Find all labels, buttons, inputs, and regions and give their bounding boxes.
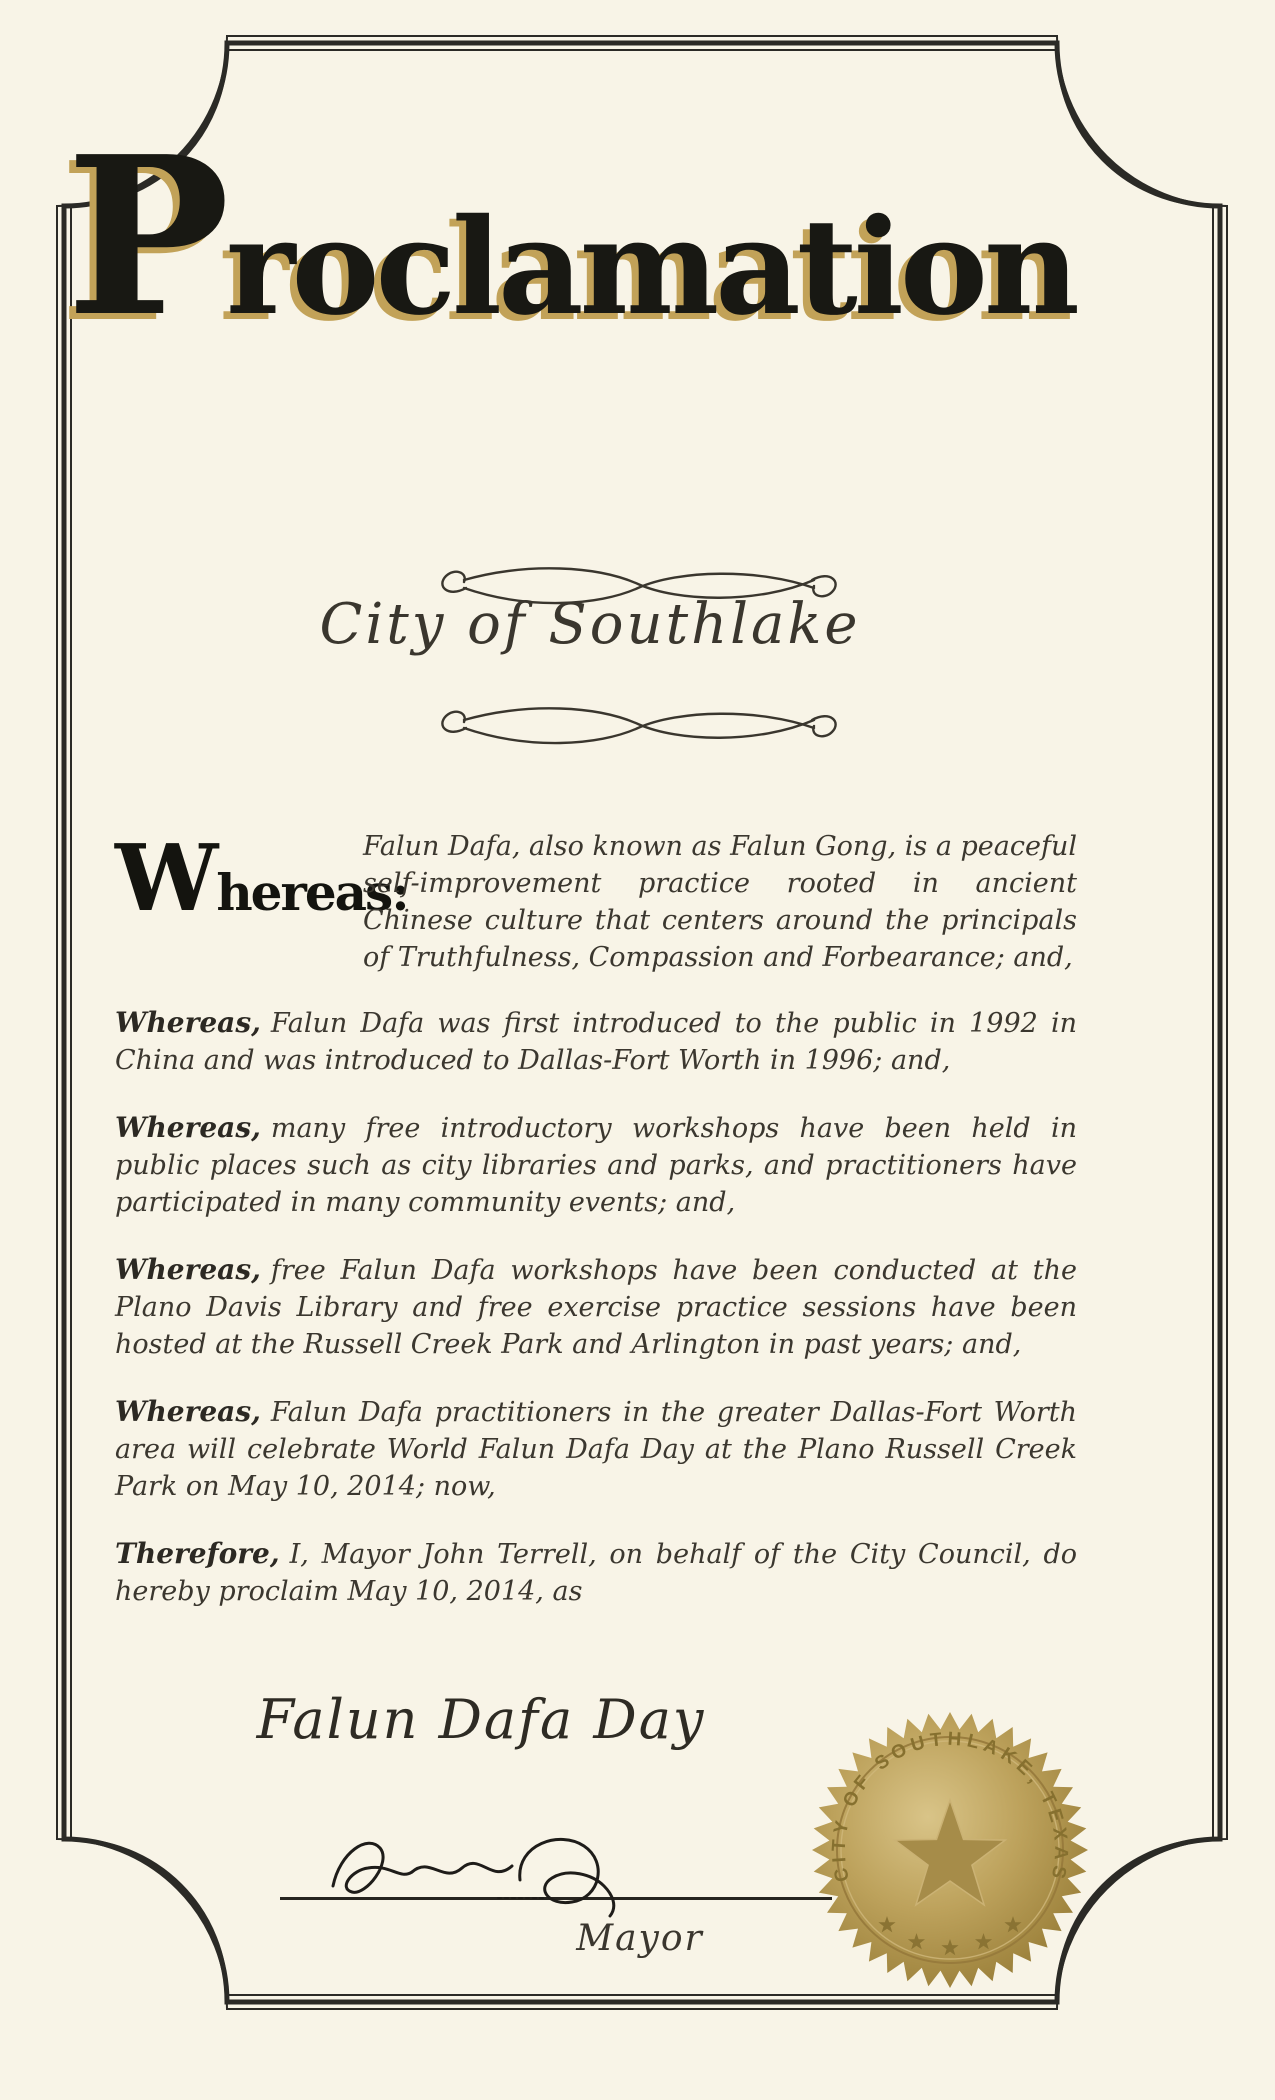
flourish-bottom	[0, 688, 1275, 756]
paragraph-whereas-2	[115, 1004, 1077, 1079]
page-title	[66, 109, 1076, 365]
seal-text: CITY OF SOUTHLAKE, TEXAS	[828, 1728, 1072, 1886]
paragraph-whereas-3	[115, 1109, 1077, 1221]
paragraph-lead: Whereas,	[115, 1111, 261, 1144]
paragraph-text: Falun Dafa practitioners in the greater Dallas-Fort Worth area will celebrate World Falun Dafa Day at the Plano Russell Creek Park on May 10, 2014; now,	[115, 1397, 1077, 1502]
paragraph-text: free Falun Dafa workshops have been conducted at the Plano Davis Library and free exercise practice sessions have been hosted at the Russell Creek Park and Arlington in past years; and,	[115, 1255, 1077, 1360]
body-text	[115, 824, 1077, 1640]
lead-initial: W	[115, 824, 217, 932]
paragraph-lead: Whereas,	[115, 1395, 261, 1428]
paragraph-whereas-4	[115, 1251, 1077, 1363]
title-rest: roclamation	[225, 190, 1076, 345]
mayor-signature-icon	[300, 1810, 660, 1930]
city-seal-icon	[810, 1710, 1090, 1990]
paragraph-lead: Therefore,	[115, 1537, 280, 1570]
lead-rest: hereas:	[216, 863, 408, 922]
paragraph-lead: Whereas,	[115, 1006, 261, 1039]
paragraph-lead: Whereas,	[115, 1253, 261, 1286]
whereas-blackletter-lead	[115, 824, 408, 976]
paragraph-whereas-1	[115, 824, 1077, 976]
swirl-flourish-icon	[428, 688, 848, 752]
proclaimed-day-title: Falun Dafa Day	[256, 1688, 706, 1751]
paragraph-whereas-5	[115, 1393, 1077, 1505]
paragraph-text: many free introductory workshops have been held in public places such as city libraries and parks, and practitioners have participated in many community events; and,	[115, 1113, 1077, 1218]
paragraph-therefore	[115, 1535, 1077, 1610]
script-title: City of Southlake	[319, 592, 861, 657]
signer-title-label: Mayor	[576, 1918, 704, 1959]
paragraph-text: Falun Dafa, also known as Falun Gong, is a peaceful self-improvement practice rooted in ancient Chinese culture that centers around the principals of Truthfulness, Compassion and Forbearance; and,	[363, 831, 1077, 973]
paragraph-text: Falun Dafa was first introduced to the public in 1992 in China and was introduced to Dallas-Fort Worth in 1996; and,	[115, 1008, 1077, 1076]
paragraph-text: I, Mayor John Terrell, on behalf of the City Council, do hereby proclaim May 10, 2014, as	[115, 1539, 1077, 1607]
title-initial: P	[66, 109, 226, 365]
